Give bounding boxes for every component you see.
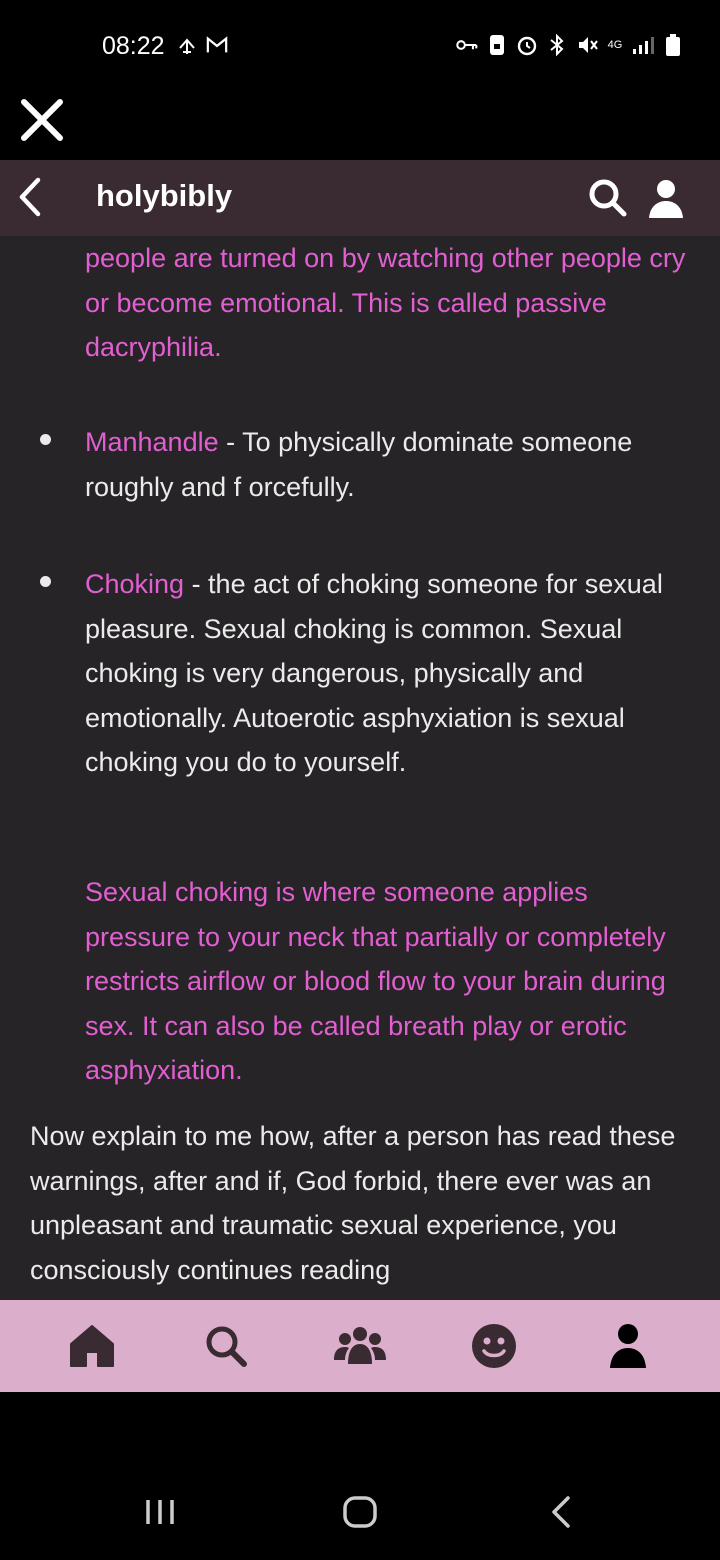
paragraph-commentary: Now explain to me how, after a person has read these warnings, after and if, God forbid, there ever was an unpleasant and traumatic sexual experience, you consciously continues reading (30, 1121, 676, 1285)
bottom-nav (0, 1300, 720, 1392)
post-content (0, 236, 720, 1300)
home-icon[interactable] (62, 1316, 122, 1376)
user-icon[interactable] (644, 176, 688, 220)
home-button-icon[interactable] (340, 1492, 380, 1532)
status-right-icons (456, 34, 684, 56)
close-bar (0, 90, 720, 160)
list-item (85, 562, 700, 785)
paragraph-dacryphilia: people are turned on by watching other people cry or become emotional. This is called passive dacryphilia. (85, 243, 686, 362)
bullet-point (40, 434, 56, 450)
battery-icon (662, 34, 684, 56)
mute-icon (576, 34, 598, 56)
back-button-icon[interactable] (542, 1492, 582, 1532)
list-definition: - To physically dominate someone roughly and f orcefully. (85, 427, 633, 502)
community-icon[interactable] (330, 1316, 390, 1376)
search-icon[interactable] (586, 176, 630, 220)
list-definition: - the act of choking someone for sexual pleasure. Sexual choking is common. Sexual choking is very dangerous, physically and emotionally. Autoerotic asphyxiation is sexual choking you do to yourself. (85, 569, 663, 777)
search-icon[interactable] (196, 1316, 256, 1376)
bullet-point (40, 576, 56, 592)
status-left-icons (176, 34, 228, 56)
status-bar (0, 0, 720, 90)
profile-icon[interactable] (598, 1316, 658, 1376)
system-nav-bar (0, 1392, 720, 1560)
network-type-label: 4G (607, 39, 623, 51)
app-header (0, 160, 720, 236)
page-title: holybibly (96, 178, 233, 213)
locked-phone-icon (486, 34, 508, 56)
smiley-icon[interactable] (464, 1316, 524, 1376)
status-time: 08:22 (102, 32, 165, 60)
paragraph-sexual-choking: Sexual choking is where someone applies pressure to your neck that partially or completely restricts airflow or blood flow to your brain during sex. It can also be called breath play or erotic asphyxiation. (85, 877, 666, 1085)
gmail-icon (206, 34, 228, 56)
list-item (85, 420, 695, 509)
alarm-icon (516, 34, 538, 56)
list-term: Choking (85, 569, 185, 599)
bluetooth-icon (546, 34, 568, 56)
recent-apps-icon[interactable] (140, 1492, 180, 1532)
signal-icon (632, 34, 654, 56)
vpn-key-icon (456, 34, 478, 56)
back-arrow-icon[interactable] (12, 174, 52, 220)
usb-icon (176, 34, 198, 56)
list-term: Manhandle (85, 427, 219, 457)
close-icon[interactable] (20, 98, 64, 142)
